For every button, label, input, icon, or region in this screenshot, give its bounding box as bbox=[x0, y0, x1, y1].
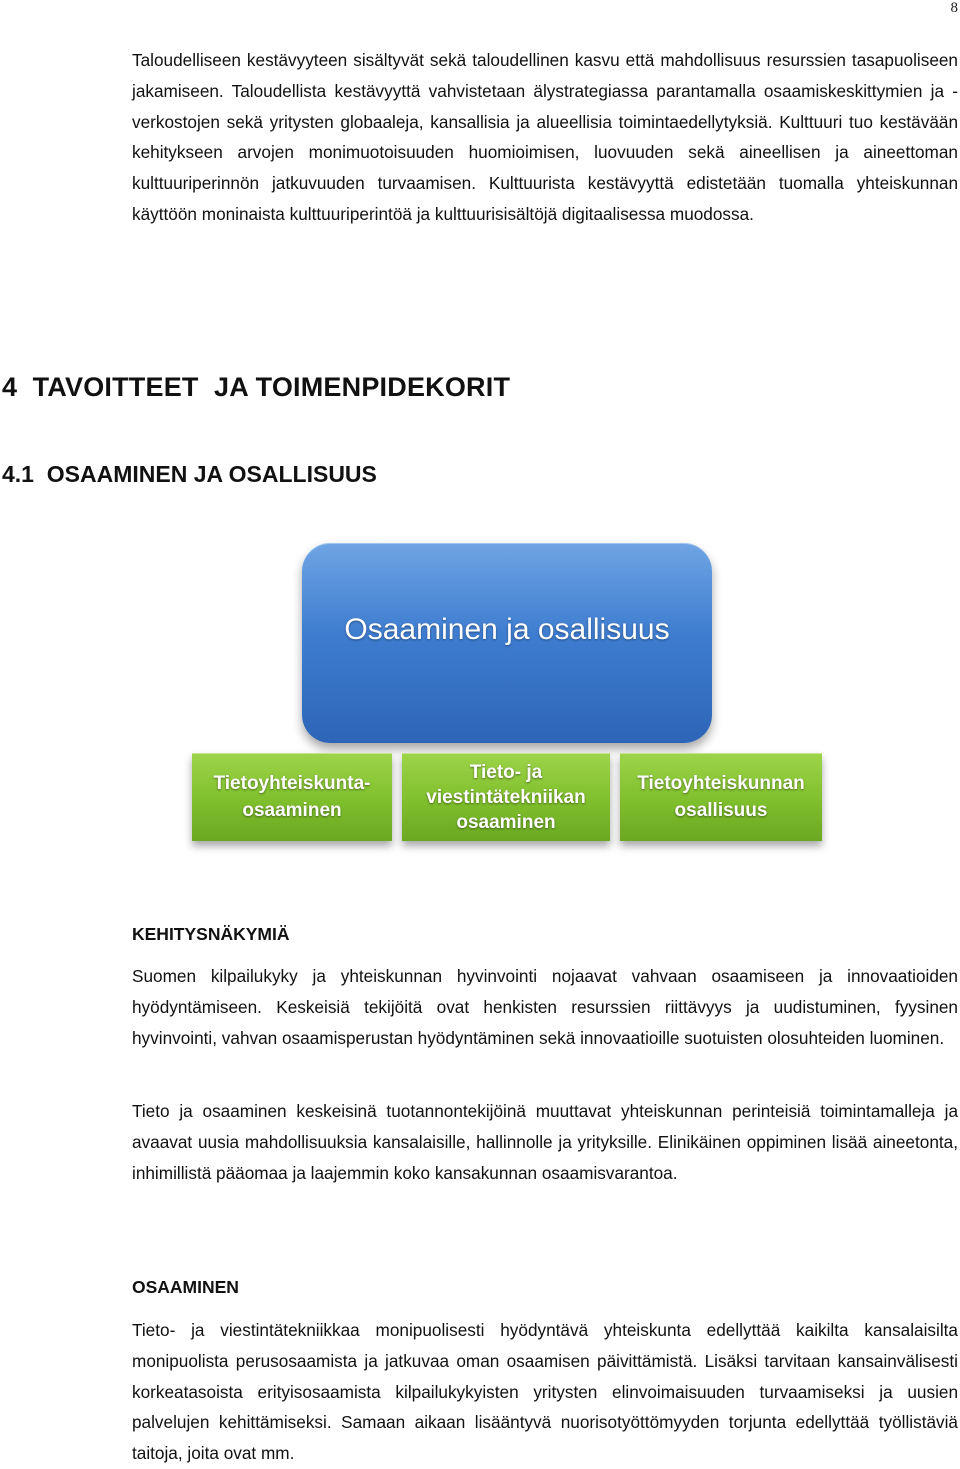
diagram-item-box bbox=[192, 753, 392, 841]
diagram-main-label: Osaaminen ja osallisuus bbox=[344, 613, 670, 646]
intro-paragraph bbox=[132, 45, 958, 230]
diagram-item-label: Tieto- ja viestintätekniikan osaaminen bbox=[426, 761, 586, 833]
kehitysnakymia-paragraph: Suomen kilpailukyky ja yhteiskunnan hyvinvointi nojaavat vahvaan osaamiseen ja innovaatioiden hyödyntämiseen. Keskeisiä tekijöitä ovat henkisten resurssien riittävyys ja uudistuminen, fyysinen hyvinvointi, vahvan osaamisperustan hyödyntäminen sekä innovaatioille suotuisten olosuhteiden luominen. bbox=[132, 966, 958, 1048]
competence-diagram bbox=[0, 535, 960, 855]
page-number: 8 bbox=[950, 0, 958, 16]
diagram-main-box bbox=[302, 543, 712, 743]
intro-paragraph-rest: Taloudellista kestävyyttä vahvistetaan älystrategiassa parantamalla osaamiskeskittymien ja -verkostojen sekä yritysten globaaleja, kansallisia ja alueellisia toimintaedellytyksiä. Kulttuuri tuo kestävään kehitykseen arvojen monimuotoisuuden huomioimisen, luovuuden sekä aineellisen ja aineettoman kulttuuriperinnön jatkuvuuden turvaamisen. Kulttuurista kestävyyttä edistetään tuomalla yhteiskunnan käyttöön moninaista kulttuuriperintöä ja kulttuurisisältöjä digitaalisessa muodossa. bbox=[132, 80, 958, 224]
intro-paragraph-start: Taloudelliseen kestävyyteen sisältyvät sekä taloudellinen kasvu että mahdollisuus resurssien tasapuoliseen jakamiseen. bbox=[132, 50, 958, 101]
kehitysnakymia-heading: KEHITYSNÄKYMIÄ bbox=[132, 924, 290, 944]
osaaminen-paragraph: Tieto- ja viestintätekniikkaa monipuolisesti hyödyntävä yhteiskunta edellyttää kaikilta kansalaisilta monipuolista perusosaamista ja jatkuvaa oman osaamisen päivittämistä. Lisäksi tarvitaan kansainvälisesti korkeatasoista erityisosaamista kilpailukykyisten yritysten elinvoimaisuuden turvaamiseksi ja uusien palvelujen kehittämiseksi. Samaan aikaan lisääntyvä nuorisotyöttömyyden torjunta edellyttää työllistäviä taitoja, joita ovat mm. bbox=[132, 1320, 958, 1464]
chapter-heading: 4 TAVOITTEET JA TOIMENPIDEKORIT bbox=[2, 372, 511, 402]
section-heading: 4.1 OSAAMINEN JA OSALLISUUS bbox=[2, 461, 377, 487]
diagram-item-box bbox=[620, 753, 822, 841]
osaaminen-heading: OSAAMINEN bbox=[132, 1277, 239, 1297]
diagram-item-box bbox=[402, 753, 610, 841]
diagram-item-label: Tietoyhteiskunnan osallisuus bbox=[637, 773, 805, 821]
diagram-item-label: Tietoyhteiskunta- osaaminen bbox=[213, 773, 371, 821]
kehitysnakymia-paragraph: Tieto ja osaaminen keskeisinä tuotannontekijöinä muuttavat yhteiskunnan perinteisiä toimintamalleja ja avaavat uusia mahdollisuuksia kansalaisille, hallinnolle ja yrityksille. Elinikäinen oppiminen lisää aineetonta, inhimillistä pääomaa ja laajemmin koko kansakunnan osaamisvarantoa. bbox=[132, 1101, 958, 1183]
